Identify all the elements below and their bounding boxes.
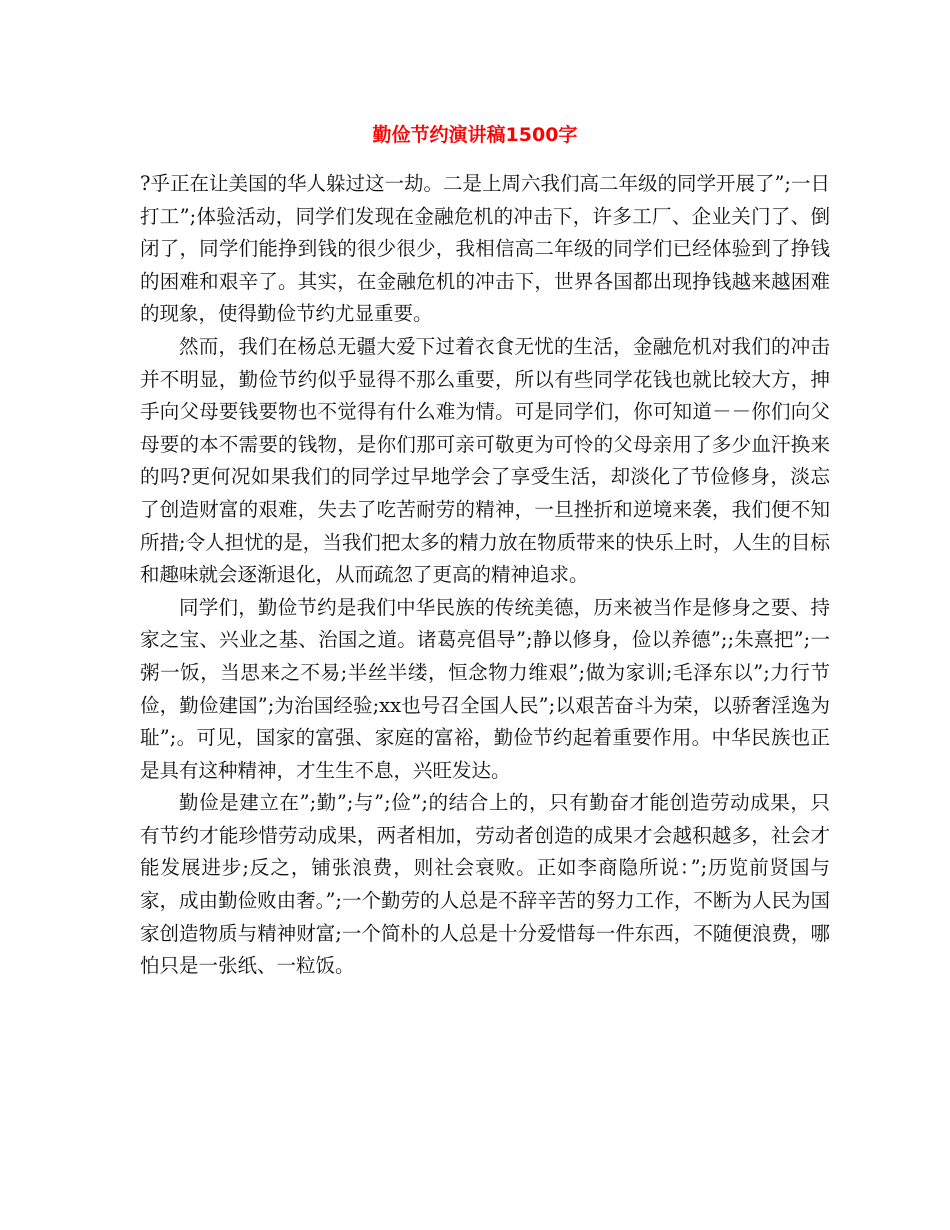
document-title: 勤俭节约演讲稿1500字 [372, 124, 578, 146]
paragraph-1: ?乎正在让美国的华人躲过这一劫。二是上周六我们高二年级的同学开展了”;一日打工”;体验活动，同学们发现在金融危机的冲击下，许多工厂、企业关门了、倒闭了，同学们能挣到钱的很少很少，我相信高二年级的同学们已经体验到了挣钱的困难和艰辛了。其实，在金融危机的冲击下，世界各国都出现挣钱越来越困难的现象，使得勤俭节约尤显重要。 [140, 172, 830, 326]
paragraph-2: 然而，我们在杨总无疆大爱下过着衣食无忧的生活，金融危机对我们的冲击并不明显，勤俭节约似乎显得不那么重要，所以有些同学花钱也就比较大方，抻手向父母要钱要物也不觉得有什么难为情。可是同学们，你可知道－－你们向父母要的本不需要的钱物，是你们那可亲可敬更为可怜的父母亲用了多少血汗换来的吗?更何况如果我们的同学过早地学会了享受生活，却淡化了节俭修身，淡忘了创造财富的艰难，失去了吃苦耐劳的精神，一旦挫折和逆境来袭，我们便不知所措;令人担忧的是，当我们把太多的精力放在物质带来的快乐上时，人生的目标和趣味就会逐渐退化，从而疏忽了更高的精神追求。 [140, 334, 830, 587]
document-body [140, 168, 830, 983]
paragraph-4: 勤俭是建立在”;勤”;与”;俭”;的结合上的，只有勤奋才能创造劳动成果，只有节约才能珍惜劳动成果，两者相加，劳动者创造的成果才会越积越多，社会才能发展进步;反之，铺张浪费，则社会衰败。正如李商隐所说：”;历览前贤国与家，成由勤俭败由奢。”;一个勤劳的人总是不辞辛苦的努力工作，不断为人民为国家创造物质与精神财富;一个简朴的人总是十分爱惜每一件东西，不随便浪费，哪怕只是一张纸、一粒饭。 [140, 791, 830, 978]
paragraph-3: 同学们，勤俭节约是我们中华民族的传统美德，历来被当作是修身之要、持家之宝、兴业之基、治国之道。诸葛亮倡导”;静以修身，俭以养德”;;朱熹把”;一粥一饭，当思来之不易;半丝半缕，恒念物力维艰”;做为家训;毛泽东以”;力行节俭，勤俭建国”;为治国经验;xx也号召全国人民”;以艰苦奋斗为荣，以骄奢淫逸为耻”;。可见，国家的富强、家庭的富裕，勤俭节约起着重要作用。中华民族也正是具有这种精神，才生生不息，兴旺发达。 [140, 595, 830, 782]
